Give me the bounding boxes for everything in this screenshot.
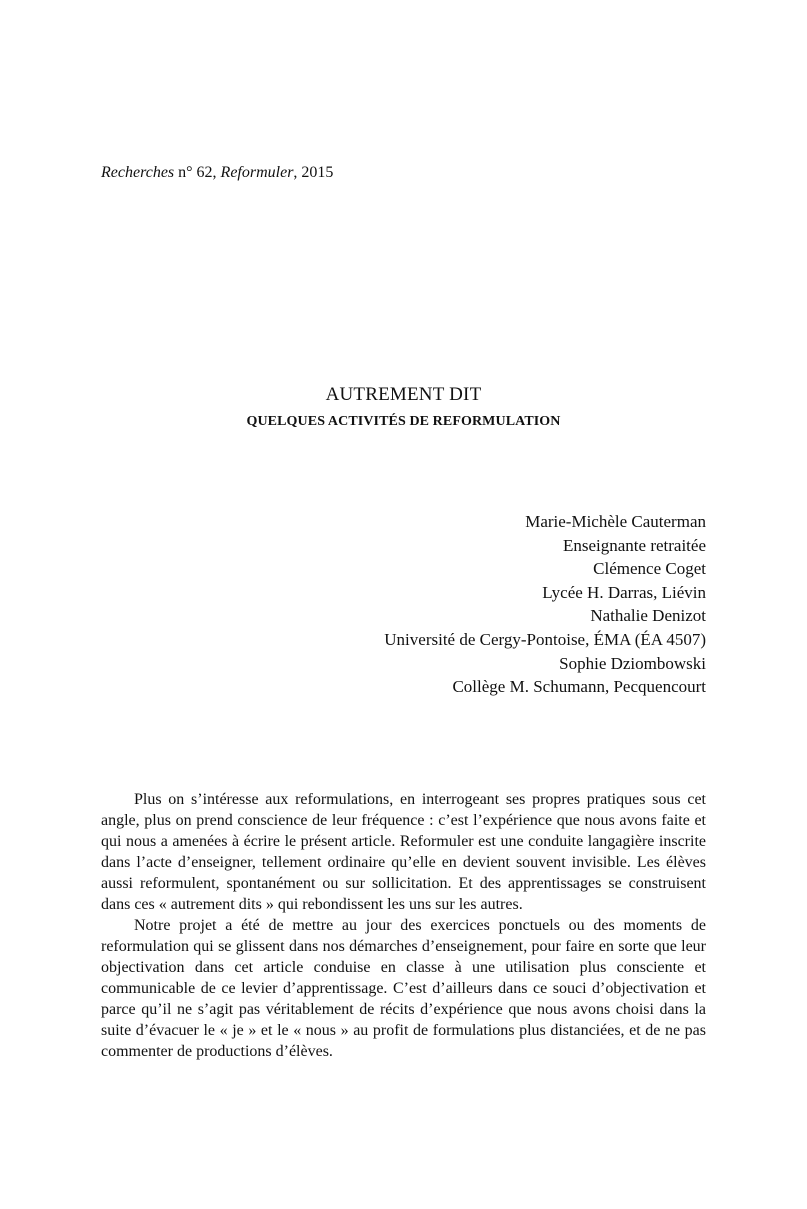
author-affiliation: Université de Cergy-Pontoise, ÉMA (ÉA 4507) bbox=[384, 629, 706, 649]
author-name: Sophie Dziombowski bbox=[559, 653, 706, 673]
article-body bbox=[101, 789, 706, 1062]
author-name: Nathalie Denizot bbox=[590, 606, 706, 626]
author-affiliation: Lycée H. Darras, Liévin bbox=[542, 582, 706, 602]
journal-name: Recherches bbox=[101, 164, 175, 181]
journal-header bbox=[101, 164, 333, 182]
author-affiliation: Enseignante retraitée bbox=[562, 535, 706, 555]
author-name: Marie-Michèle Cauterman bbox=[525, 512, 706, 531]
article-subtitle: QUELQUES ACTIVITÉS DE REFORMULATION bbox=[246, 414, 561, 429]
issue-number: n° 62, bbox=[174, 164, 221, 181]
issue-theme: Reformuler bbox=[220, 164, 294, 181]
body-paragraph: Notre projet a été de mettre au jour des exercices ponctuels ou des moments de reformulation qui se glissent dans nos démarches d’enseignement, pour faire en sorte que leur objectivation dans cet article conduise en classe à une utilisation plus consciente et communicable de ce levier d’apprentissage. C’est d’ailleurs dans ce souci d’objectivation et parce qu’il ne s’agit pas véritablement de récits d’expérience que nous avons choisi dans la suite d’évacuer le « je » et le « nous » au profit de formulations plus distanciées, et de ne pas commenter de productions d’élèves. bbox=[101, 917, 706, 1060]
body-paragraph: Plus on s’intéresse aux reformulations, en interrogeant ses propres pratiques sous cet angle, plus on prend conscience de leur fréquence : c’est l’expérience que nous avons faite et qui nous a amenées à écrire le présent article. Reformuler est une conduite langagière inscrite dans l’acte d’enseigner, tellement ordinaire qu’elle en devient souvent invisible. Les élèves aussi reformulent, spontanément ou sur sollicitation. Et des apprentissages se construisent dans ces « autrement dits » qui rebondissent les uns sur les autres. bbox=[101, 791, 706, 913]
author-block bbox=[384, 510, 706, 699]
author-name: Clémence Coget bbox=[593, 559, 706, 579]
issue-year: , 2015 bbox=[293, 164, 334, 181]
article-title: AUTREMENT DIT bbox=[325, 384, 482, 405]
author-affiliation: Collège M. Schumann, Pecquencourt bbox=[452, 677, 706, 697]
